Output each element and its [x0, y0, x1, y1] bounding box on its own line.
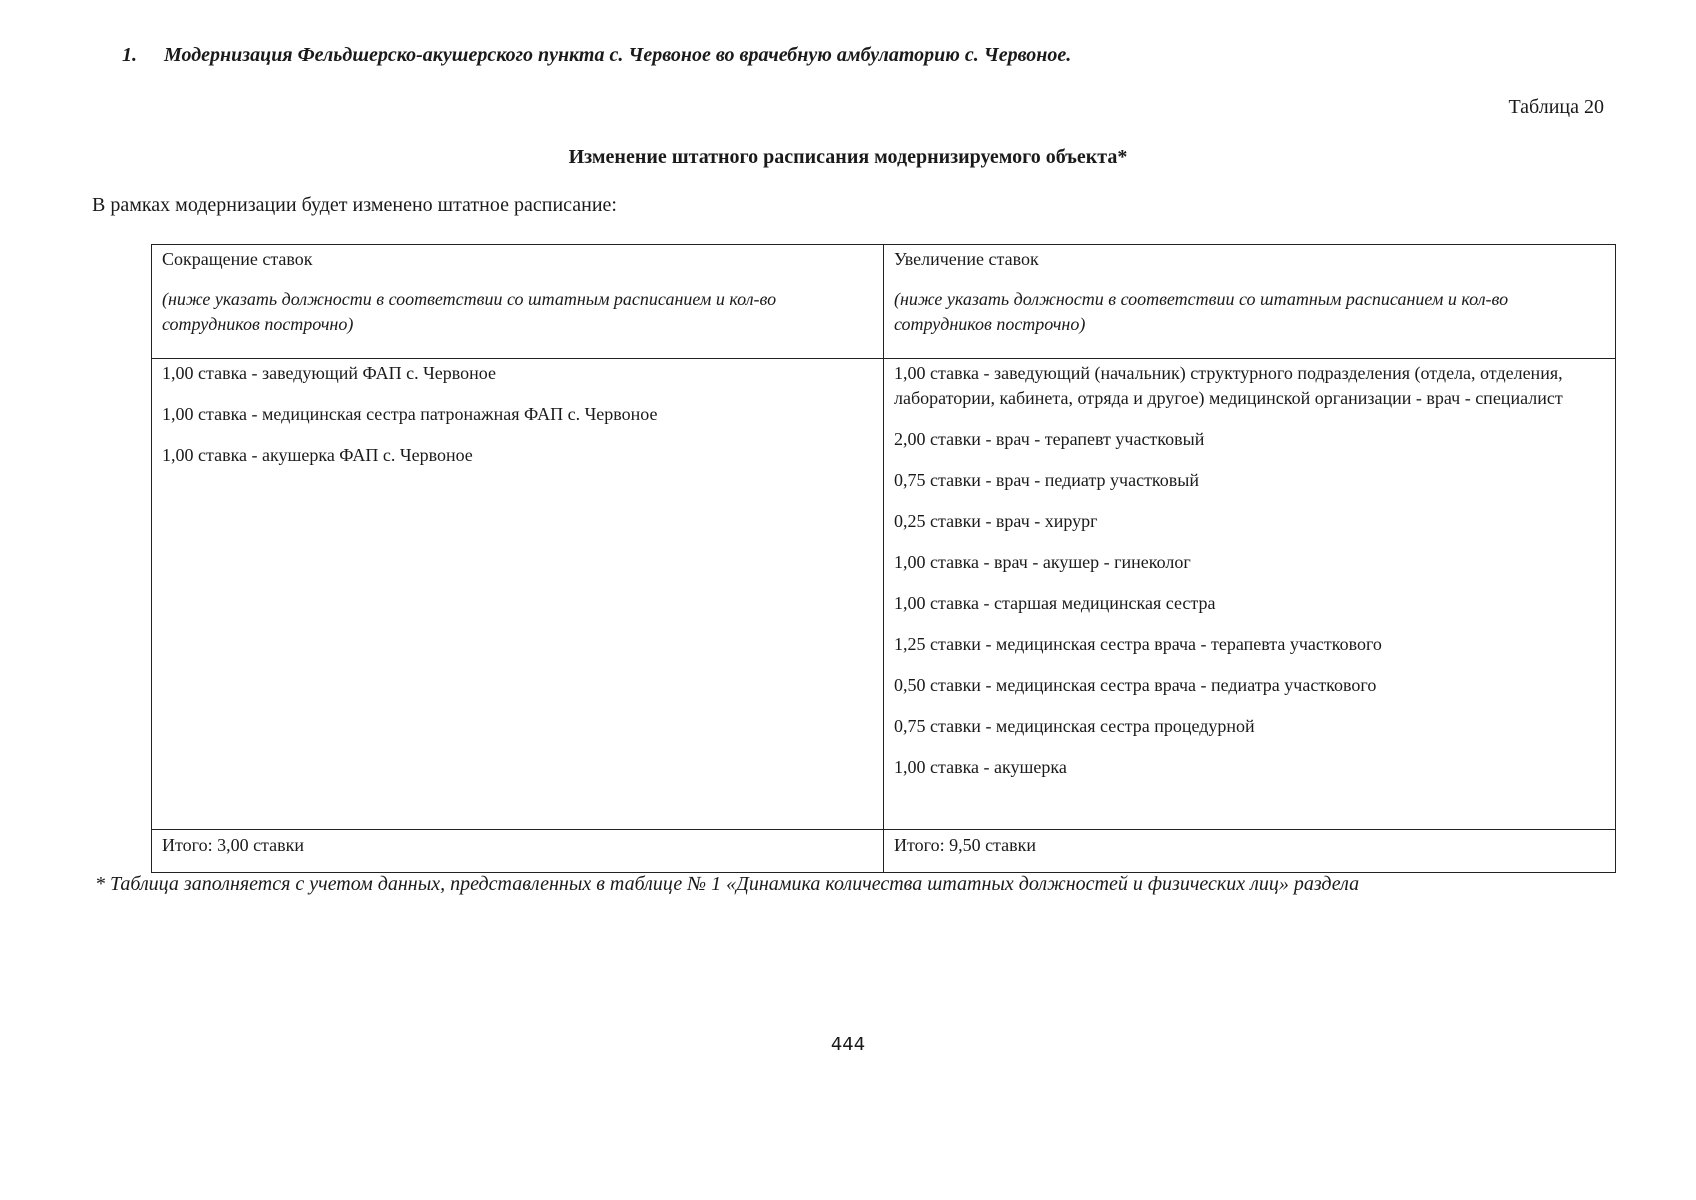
table-body-row: [152, 359, 1616, 830]
increase-total-cell: [884, 830, 1616, 873]
increase-note: (ниже указать должности в соответствии со штатным расписанием и кол-во сотрудников построчно): [894, 289, 1509, 334]
increase-item: 0,75 ставки - врач - педиатр участковый: [894, 470, 1199, 490]
section-heading-text: Модернизация Фельдшерско-акушерского пункта с. Червоное во врачебную амбулаторию с. Червоное.: [164, 44, 1072, 66]
section-heading: [122, 44, 1071, 67]
increase-list-cell: [884, 359, 1616, 830]
staffing-change-table: [151, 244, 1616, 873]
increase-header: Увеличение ставок: [894, 249, 1039, 269]
increase-item: 1,00 ставка - врач - акушер - гинеколог: [894, 552, 1191, 572]
increase-item: 1,25 ставки - медицинская сестра врача - терапевта участкового: [894, 634, 1382, 654]
reduction-note: (ниже указать должности в соответствии со штатным расписанием и кол-во сотрудников построчно): [162, 289, 777, 334]
table-header-row: [152, 245, 1616, 359]
increase-item: 0,50 ставки - медицинская сестра врача - педиатра участкового: [894, 675, 1377, 695]
increase-header-cell: [884, 245, 1616, 359]
reduction-header-cell: [152, 245, 884, 359]
increase-total: Итого: 9,50 ставки: [894, 835, 1037, 855]
section-number: 1.: [122, 44, 137, 66]
table-footnote: * Таблица заполняется с учетом данных, представленных в таблице № 1 «Динамика количества штатных должностей и физических лиц» раздела: [95, 873, 1360, 895]
increase-item: 0,75 ставки - медицинская сестра процедурной: [894, 716, 1255, 736]
reduction-list-cell: [152, 359, 884, 830]
reduction-total: Итого: 3,00 ставки: [162, 835, 305, 855]
increase-item: 1,00 ставка - старшая медицинская сестра: [894, 593, 1216, 613]
reduction-total-cell: [152, 830, 884, 873]
table-label: Таблица 20: [1508, 96, 1604, 118]
reduction-item: 1,00 ставка - акушерка ФАП с. Червоное: [162, 445, 473, 465]
table-total-row: [152, 830, 1616, 873]
reduction-header: Сокращение ставок: [162, 249, 313, 269]
page-number: 444: [830, 1034, 866, 1055]
increase-item: 2,00 ставки - врач - терапевт участковый: [894, 429, 1205, 449]
increase-item: 0,25 ставки - врач - хирург: [894, 511, 1098, 531]
reduction-item: 1,00 ставка - заведующий ФАП с. Червоное: [162, 363, 496, 383]
table-title: Изменение штатного расписания модернизируемого объекта*: [568, 146, 1128, 168]
reduction-item: 1,00 ставка - медицинская сестра патронажная ФАП с. Червоное: [162, 404, 658, 424]
increase-item: 1,00 ставка - заведующий (начальник) структурного подразделения (отдела, отделения, лаборатории, кабинета, отряда и другое) медицинской организации - врач - специалист: [894, 363, 1563, 408]
increase-item: 1,00 ставка - акушерка: [894, 757, 1067, 777]
intro-paragraph: В рамках модернизации будет изменено штатное расписание:: [92, 194, 617, 216]
